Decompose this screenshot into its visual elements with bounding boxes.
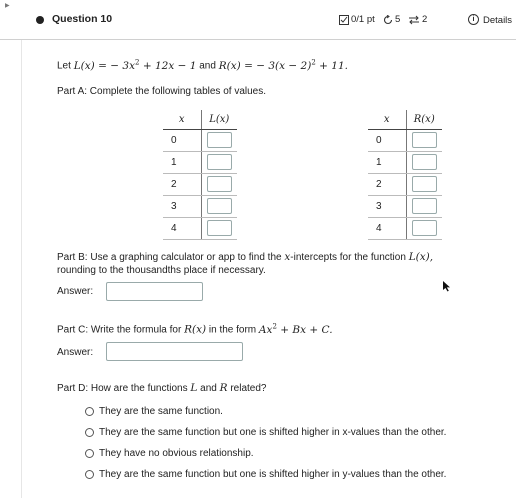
R-value-input-2[interactable]: [412, 176, 437, 192]
part-a-text: Part A: Complete the following tables of values.: [57, 86, 267, 97]
radio-button[interactable]: [85, 428, 94, 437]
L-value-input-1[interactable]: [207, 154, 232, 170]
table-row: [163, 217, 237, 239]
radio-button[interactable]: [85, 449, 94, 458]
R-value-input-1[interactable]: [412, 154, 437, 170]
question-title: Question 10: [52, 13, 113, 25]
retry-icon: [383, 15, 393, 25]
option-label: They are the same function.: [99, 406, 223, 417]
part-d-R: R: [219, 382, 228, 394]
part-c-mid: in the form: [208, 324, 257, 336]
part-d-post: related?: [230, 383, 267, 394]
table-row: [163, 173, 237, 195]
x-value: 4: [163, 217, 201, 239]
table-L: [163, 110, 237, 240]
x-value: 1: [163, 151, 201, 173]
option-shifted-y[interactable]: [85, 469, 446, 480]
details-label[interactable]: Details: [483, 15, 513, 26]
table-row: [163, 151, 237, 173]
status-dot-icon: [36, 16, 44, 24]
table-row: [368, 195, 442, 217]
part-c-pre: Part C: Write the formula for: [57, 324, 182, 336]
question-header: [0, 0, 516, 40]
retries-count: 5: [395, 14, 401, 25]
radio-button[interactable]: [85, 407, 94, 416]
retries-indicator: [383, 14, 400, 25]
L-value-input-2[interactable]: [207, 176, 232, 192]
table-row: [368, 217, 442, 239]
L-value-input-3[interactable]: [207, 198, 232, 214]
table-row: [368, 151, 442, 173]
and-text: and: [199, 60, 216, 72]
part-b-function: L(x),: [408, 251, 434, 263]
L-value-input-4[interactable]: [207, 220, 232, 236]
part-c-answer-input[interactable]: [106, 342, 243, 361]
mouse-cursor-icon: [443, 281, 451, 292]
table-L-y-header: L(x): [201, 110, 237, 129]
L-definition: L(x) = − $3x^2 + 12x - 1$: [73, 58, 197, 72]
x-value: 0: [368, 129, 406, 151]
L-value-input-0[interactable]: [207, 132, 232, 148]
x-value: 4: [368, 217, 406, 239]
part-d-and: and: [200, 383, 217, 394]
info-icon: i: [468, 14, 479, 25]
x-value: 0: [163, 129, 201, 151]
R-definition: R(x) = − $3(x - 2)^2 + 11$.: [218, 58, 348, 72]
details-button[interactable]: [468, 14, 479, 25]
x-value: 3: [163, 195, 201, 217]
part-b-post: -intercepts for the function: [290, 252, 406, 263]
part-b-text: [57, 251, 433, 263]
table-R-y-header: R(x): [406, 110, 442, 129]
option-no-relationship[interactable]: [85, 448, 254, 459]
table-R-x-header: x: [368, 110, 406, 129]
part-c-form: Ax$^2$ + Bx + C.: [258, 322, 333, 336]
left-gutter: [0, 40, 22, 498]
R-value-input-4[interactable]: [412, 220, 437, 236]
table-row: [368, 173, 442, 195]
let-text: Let: [57, 60, 71, 72]
x-value: 2: [163, 173, 201, 195]
part-d-text: [57, 382, 266, 394]
part-c-answer-label: Answer:: [57, 347, 94, 358]
score-text: 0/1 pt: [351, 14, 375, 25]
option-label: They have no obvious relationship.: [99, 448, 254, 459]
part-d-L: L: [190, 382, 198, 394]
score-indicator: [339, 14, 375, 25]
table-row: [163, 129, 237, 151]
option-label: They are the same function but one is shifted higher in x-values than the other.: [99, 427, 447, 438]
radio-button[interactable]: [85, 470, 94, 479]
x-value: 3: [368, 195, 406, 217]
R-value-input-3[interactable]: [412, 198, 437, 214]
collapse-arrow-icon[interactable]: ▶: [5, 3, 10, 9]
table-row: [368, 129, 442, 151]
part-b-answer-input[interactable]: [106, 282, 203, 301]
part-b-answer-label: Answer:: [57, 286, 94, 297]
table-R: [368, 110, 442, 240]
part-d-pre: Part D: How are the functions: [57, 383, 188, 394]
attempts-count: 2: [422, 14, 428, 25]
part-b-line2: rounding to the thousandths place if necessary.: [57, 265, 266, 276]
part-b-x-symbol: x: [284, 251, 291, 263]
checkbox-icon: [339, 15, 349, 25]
table-L-x-header: x: [163, 110, 201, 129]
swap-arrows-icon: [408, 15, 420, 25]
option-same-function[interactable]: [85, 406, 223, 417]
table-row: [163, 195, 237, 217]
part-c-function: R(x): [184, 323, 207, 336]
part-c-text: [57, 322, 333, 336]
option-label: They are the same function but one is shifted higher in y-values than the other.: [99, 469, 447, 480]
part-b-pre: Part B: Use a graphing calculator or app to find the: [57, 252, 282, 263]
option-shifted-x[interactable]: [85, 427, 446, 438]
function-definitions: [57, 58, 348, 72]
x-value: 1: [368, 151, 406, 173]
attempts-indicator: [408, 14, 427, 25]
x-value: 2: [368, 173, 406, 195]
R-value-input-0[interactable]: [412, 132, 437, 148]
